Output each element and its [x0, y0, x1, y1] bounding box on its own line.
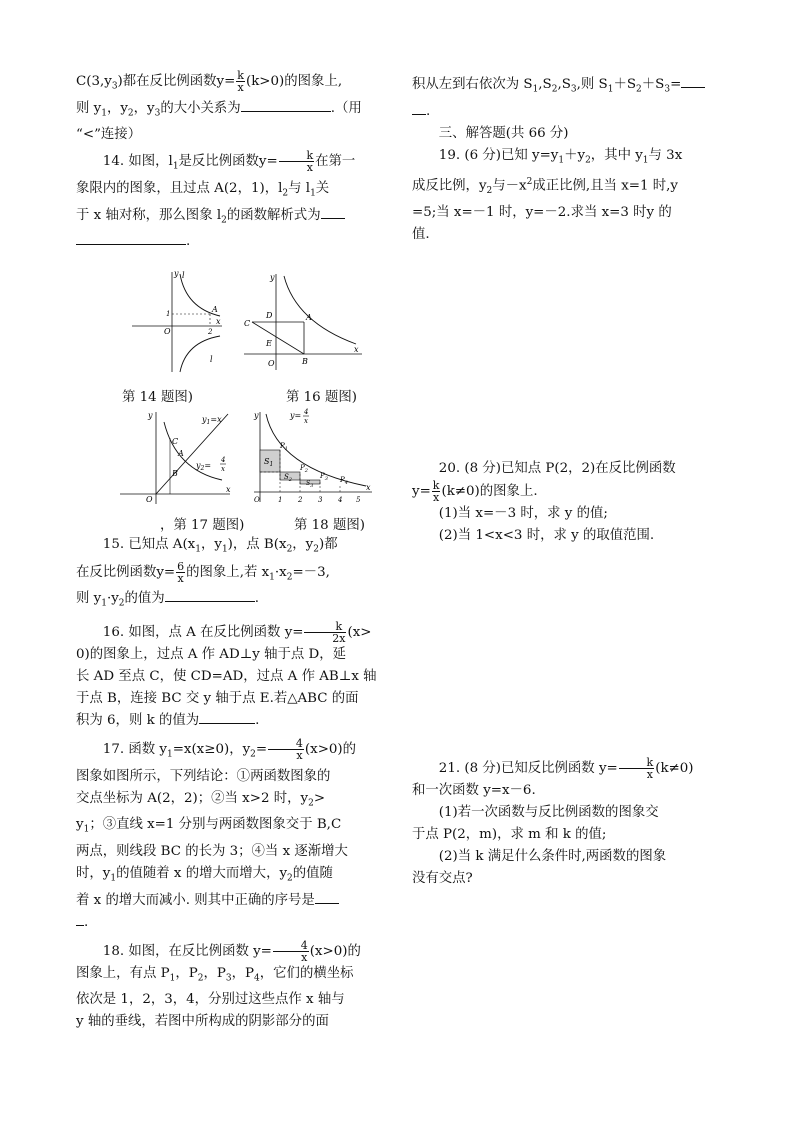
left-column-lower — [76, 534, 386, 1033]
q17-line6: 时，$y_1$的值随着 x 的增大而增大，$y_2$的值随 — [76, 866, 333, 884]
tick-2-label: 2 — [208, 328, 213, 336]
answer-blank[interactable] — [199, 711, 255, 724]
q13-line3: “<”连接） — [76, 127, 142, 143]
q17-line3: 交点坐标为 A(2，2)；②当 x>2 时，$y_2>$ — [76, 790, 326, 809]
q17-line2: 图象如图所示，下列结论：①两函数图象的 — [76, 768, 331, 784]
caption-fig16: 第 16 题图) — [286, 390, 357, 405]
section-3-heading: 三、解答题(共 66 分) — [438, 125, 569, 141]
answer-blank[interactable] — [315, 891, 339, 904]
q20-line1: 20. (8 分)已知点 P(2，2)在反比例函数 — [438, 461, 676, 477]
point-e-label: E — [266, 339, 272, 348]
x-axis-label: x — [354, 345, 359, 354]
answer-blank[interactable] — [321, 206, 345, 219]
fraction-den: x — [221, 465, 225, 473]
q21-part1b: 于点 P(2，m)，求 m 和 k 的值; — [412, 827, 607, 843]
q15-line1: 15. 已知点 $A(x_1$，$y_1$)，点 $B(x_2$，$y_2$)都 — [102, 537, 338, 555]
q16-line4: 于点 B，连接 BC 交 y 轴于点 E.若△ABC 的面 — [76, 691, 359, 707]
p3-label: $P_3$ — [320, 472, 328, 482]
q21-line2: 和一次函数 y=x－6. — [412, 783, 536, 799]
answer-blank[interactable] — [681, 75, 705, 88]
q18-line4: y 轴的垂线，若图中所构成的阴影部分的面 — [76, 1014, 329, 1030]
tick-2: 2 — [298, 496, 303, 504]
y2-label: $y_2=$ — [196, 461, 212, 472]
caption-fig17: ，第 17 题图) — [160, 518, 245, 533]
q21-part1: (1)若一次函数与反比例函数的图象交 — [438, 805, 659, 821]
q18-line2: 图象上，有点 $P_1$，$P_2$，$P_3$，$P_4$，它们的横坐标 — [76, 965, 354, 984]
origin-label: O — [254, 496, 260, 504]
q19-line4: 值. — [412, 227, 430, 243]
fraction: $\frac{k}{x}$ — [237, 69, 244, 94]
y-axis-label: y — [254, 411, 259, 420]
q17-line5: 两点，则线段 BC 的长为 3；④当 x 逐渐增大 — [76, 844, 348, 860]
answer-blank[interactable] — [76, 913, 84, 926]
q17-line1: 17. 函数 $y_1=x(x\ge 0)$，$y_2=$ $\frac{4}{x}$ (x>0)的 — [102, 737, 357, 763]
q17-line4: $y_1$；③直线 x=1 分别与两函数图象交于 B,C — [76, 817, 342, 836]
l1-label: l — [182, 271, 185, 280]
q17-line8: . — [76, 912, 386, 934]
point-b-label: B — [172, 469, 178, 478]
q20-part2: (2)当 1<x<3 时，求 y 的取值范围. — [438, 528, 655, 544]
q21-line1: 21. (8 分)已知反比例函数 y= $\frac{k}{x}$ (k≠0) — [438, 756, 694, 782]
q16-line3: 长 AD 至点 C，使 CD=AD，过点 A 作 AB⊥x 轴 — [76, 669, 377, 685]
q16-line1: 16. 如图，点 A 在反比例函数 y= $\frac{k}{2x}$ (x> — [102, 620, 372, 646]
q14-line1: 14. 如图，$l_1$是反比例函数y= $\frac{k}{x}$ 在第一 — [102, 149, 356, 175]
point-a-label: A — [306, 313, 312, 322]
q20-line2: y= $\frac{k}{x}$ (k≠0)的图象上. — [412, 479, 538, 505]
q18-cont2: . — [412, 101, 724, 123]
q17-line7: 着 x 的增大而减小. 则其中正确的序号是 — [76, 890, 386, 912]
q14-line4: . — [76, 231, 386, 253]
s1-label: $S_1$ — [264, 457, 274, 468]
tick-4: 4 — [338, 496, 343, 504]
q15-line3: 则 $y_1\cdot y_2$的值为 . — [76, 591, 259, 610]
p1-label: $P_1$ — [280, 442, 288, 452]
caption-fig14: 第 14 题图) — [122, 390, 193, 405]
tick-1: 1 — [278, 496, 283, 504]
point-a-label: A — [212, 305, 218, 314]
figure-17 — [116, 408, 236, 508]
left-column — [76, 70, 386, 253]
figure-16 — [240, 270, 364, 374]
tick-5: 5 — [356, 496, 361, 504]
figures-area — [76, 268, 386, 534]
curve-label: y= — [290, 411, 302, 420]
q18-line1: 18. 如图，在反比例函数 y= $\frac{4}{x}$ (x>0)的 — [102, 938, 361, 964]
point-c-label: C — [244, 319, 251, 328]
tick-1-label: 1 — [166, 310, 171, 318]
y-axis-label: y — [270, 273, 275, 282]
figure-18 — [250, 408, 374, 506]
y1-label: $y_1=x$ — [202, 415, 222, 426]
point-a-label: A — [178, 449, 184, 458]
answer-blank[interactable] — [76, 232, 186, 245]
caption-fig18: 第 18 题图) — [294, 518, 365, 533]
q16-line2: 0)的图象上，过点 A 作 AD⊥y 轴于点 D，延 — [76, 647, 347, 663]
p4-label: $P_4$ — [340, 476, 348, 486]
figure-14 — [124, 268, 224, 376]
q16-line5: 积为 6，则 k 的值为 . — [76, 713, 260, 729]
fraction-den: x — [304, 417, 308, 425]
q19-line1: 19. (6 分)已知 $y=y_1+y_2$，其中 $y_1$与 3x — [438, 147, 683, 166]
q14-line2: 象限内的图象，且过点 A(2，1)，$l_2$与 $l_1$关 — [76, 181, 330, 199]
q21-part2: (2)当 k 满足什么条件时,两函数的图象 — [438, 849, 667, 865]
origin-label: O — [146, 495, 153, 504]
fraction-num: 4 — [304, 408, 309, 416]
q19-line3: =5;当 x=－1 时，y=－2.求当 x=3 时y 的 — [412, 205, 672, 221]
q13-line2: 则 $y_1$，$y_2$，$y_3$的大小关系为 .（用 — [76, 100, 362, 119]
l2-label: l — [210, 355, 213, 364]
answer-blank[interactable] — [165, 589, 255, 602]
answer-blank[interactable] — [412, 102, 426, 115]
tick-3: 3 — [318, 496, 323, 504]
answer-blank[interactable] — [241, 99, 331, 112]
q14-line3: 于 x 轴对称，那么图象 $l_2$的函数解析式为 — [76, 205, 386, 232]
y-axis-label: y — [174, 269, 179, 278]
point-b-label: B — [302, 357, 308, 366]
s3-label: $S_3$ — [306, 480, 314, 489]
q18-cont: 积从左到右依次为 $S_1,S_2,S_3$,则 $S_1+S_2+S_3=$ — [412, 74, 724, 101]
x-axis-label: x — [226, 485, 231, 494]
point-d-label: D — [266, 311, 273, 320]
q20-part1: (1)当 x=－3 时，求 y 的值; — [438, 506, 608, 522]
point-c-label: C — [172, 437, 179, 446]
q19-line2: 成反比例，$y_2$与$-x^2$成正比例,且当 x=1 时,y — [412, 177, 678, 197]
fraction-num: 4 — [221, 456, 226, 464]
y-axis-label: y — [148, 411, 153, 420]
origin-label: O — [164, 327, 171, 336]
q15-line2: 在反比例函数y= $\frac{6}{x}$ 的图象上,若 $x_1\cdot x_2=-3$, — [76, 559, 330, 585]
x-axis-label: x — [216, 317, 221, 326]
origin-label: O — [268, 359, 275, 368]
s2-label: $S_2$ — [284, 473, 292, 483]
right-column — [412, 70, 724, 890]
q13-line1: $C(3,y_3)$都在反比例函数y= $\frac{k}{x}$ (k>0)的图象上, — [76, 69, 343, 94]
q18-line3: 依次是 1，2，3，4，分别过这些点作 x 轴与 — [76, 992, 345, 1008]
p2-label: $P_2$ — [300, 464, 308, 474]
q21-part2b: 没有交点? — [412, 871, 473, 887]
x-axis-label: x — [366, 483, 371, 492]
